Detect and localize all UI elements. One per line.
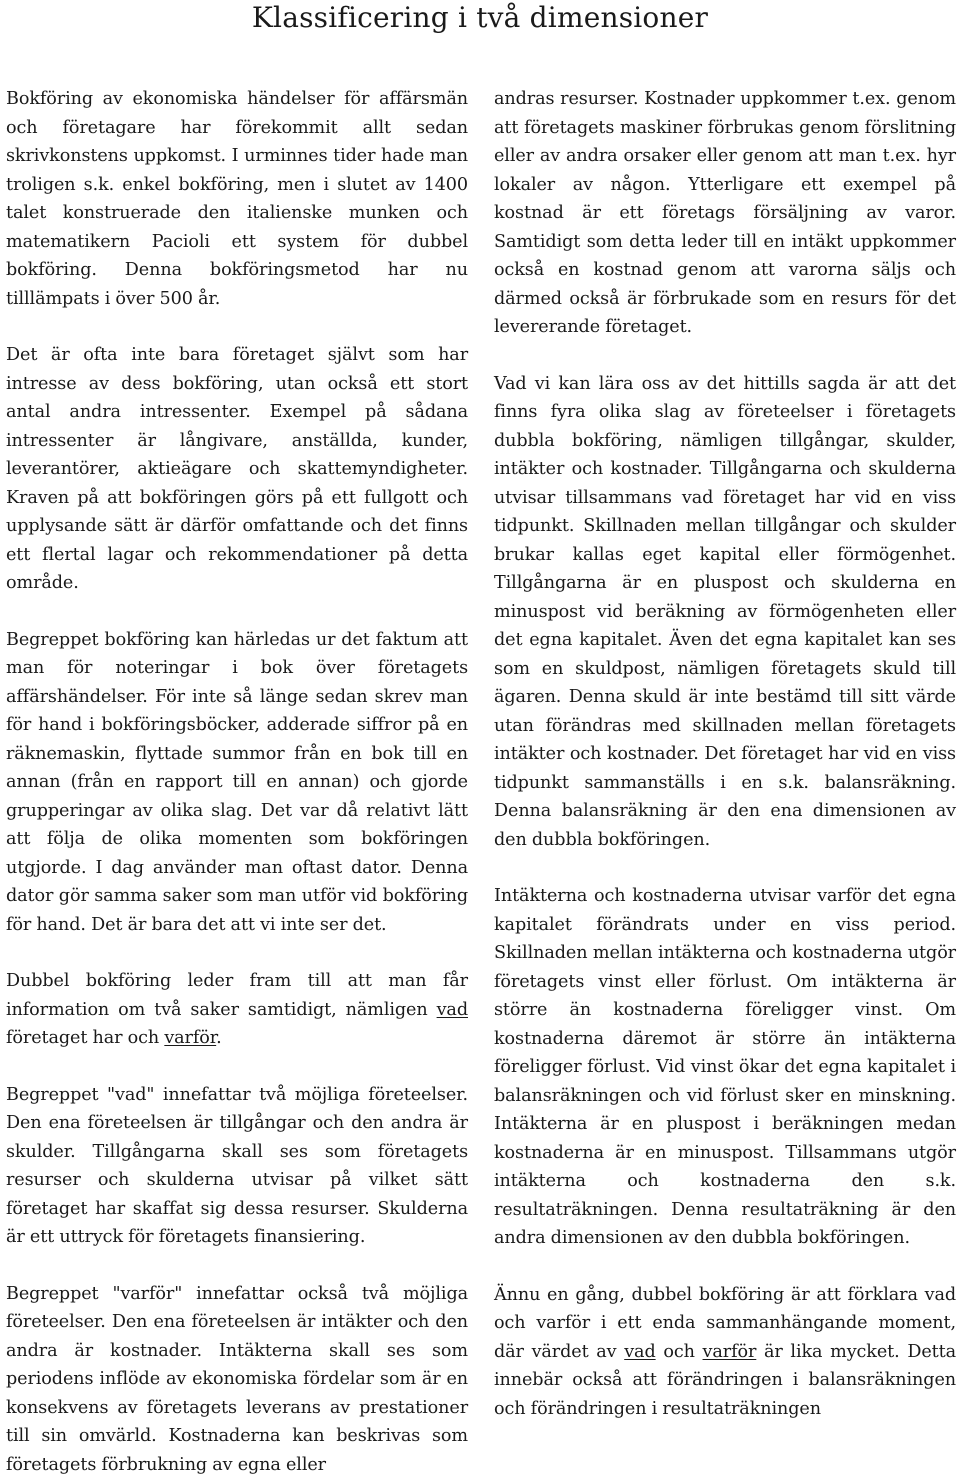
text-segment: .	[216, 1028, 222, 1048]
paragraph-costs: andras resurser. Kostnader uppkommer t.ex. genom att företagets maskiner förbrukas genom förslitning eller av andra orsaker eller genom att man t.ex. hyr lokaler av någon. Ytterligare ett exempel på kostnad är ett företags försäljning av varor. Samtidigt som detta leder till en intäkt uppkommer också en kostnad genom att varorna säljs och därmed också är förbrukade som en resurs för det levererande företaget.	[494, 85, 956, 342]
paragraph-bookkeeping-concept: Begreppet bokföring kan härledas ur det faktum att man för noteringar i bok över företagets affärshändelser. För inte så länge sedan skrev man för hand i bokföringsböcker, adderade siffror på en räknemaskin, flyttade summor från en bok till en annan (från en rapport till en annan) och gjorde grupperingar av olika slag. Det var då relativt lätt att följa de olika momenten som bokföringen utgjorde. I dag använder man oftast dator. Denna dator gör samma saker som man utför vid bokföring för hand. Det är bara det att vi inte ser det.	[6, 626, 468, 940]
text-segment: Ännu en gång, dubbel bokföring är att förklara vad och varför i ett enda sammanhängande moment, där värdet av	[494, 1285, 956, 1362]
left-column	[6, 85, 468, 1479]
paragraph-income-statement: Intäkterna och kostnaderna utvisar varför det egna kapitalet förändrats under en viss period. Skillnaden mellan intäkterna och kostnaderna utgör företagets vinst eller förlust. Om intäkterna är större än kostnaderna föreligger vinst. Om kostnaderna däremot är större än intäkterna föreligger förlust. Vid vinst ökar det egna kapitalet i balansräkningen och vid förlust sker en minskning. Intäkterna är en pluspost i beräkningen medan kostnaderna är en minuspost. Tillsammans utgör intäkterna och kostnaderna den s.k. resultaträkningen. Denna resultaträkning är den andra dimensionen av den dubbla bokföringen.	[494, 882, 956, 1253]
underlined-varfor: varför	[164, 1028, 216, 1048]
paragraph-stakeholders: Det är ofta inte bara företaget självt som har intresse av dess bokföring, utan också ett stort antal andra intressenter. Exempel på sådana intressenter är långivare, anställda, kunder, leverantörer, aktieägare och skattemyndigheter. Kraven på att bokföringen görs på ett fullgott och upplysande sätt är därför omfattande och det finns ett flertal lagar och rekommendationer på detta område.	[6, 341, 468, 598]
paragraph-vad-concept: Begreppet "vad" innefattar två möjliga företeelser. Den ena företeelsen är tillgångar och den andra är skulder. Tillgångarna skall ses som företagets resurser och skulderna utvisar på vilket sätt företaget har skaffat sig dessa resurser. Skulderna är ett uttryck för företagets finansiering.	[6, 1081, 468, 1252]
text-segment: Dubbel bokföring leder fram till att man får information om två saker samtidigt, nämligen	[6, 971, 468, 1020]
right-column	[494, 85, 956, 1423]
page-title: Klassificering i två dimensioner	[0, 0, 960, 36]
underlined-varfor: varför	[703, 1342, 757, 1362]
paragraph-history: Bokföring av ekonomiska händelser för affärsmän och företagare har förekommit allt sedan skrivkonstens uppkomst. I urminnes tider hade man troligen s.k. enkel bokföring, men i slutet av 1400 talet konstruerade den italienske munken och matematikern Pacioli ett system för dubbel bokföring. Denna bokföringsmetod har nu tilllämpats i över 500 år.	[6, 85, 468, 313]
underlined-vad: vad	[437, 1000, 468, 1020]
paragraph-summary	[494, 1281, 956, 1424]
paragraph-four-categories: Vad vi kan lära oss av det hittills sagda är att det finns fyra olika slag av företeelser i företagets dubbla bokföring, nämligen tillgångar, skulder, intäkter och kostnader. Tillgångarna och skulderna utvisar tillsammans vad företaget har vid en viss tidpunkt. Skillnaden mellan tillgångar och skulder brukar kallas eget kapital eller förmögenhet. Tillgångarna är en pluspost och skulderna en minuspost vid beräkning av förmögenheten eller det egna kapitalet. Även det egna kapitalet kan ses som en skuldpost, nämligen företagets skuld till ägaren. Denna skuld är inte bestämd till sitt värde utan förändras med skillnaden mellan företagets intäkter och kostnader. Det företaget har vid en viss tidpunkt sammanställs i en s.k. balansräkning. Denna balansräkning är den ena dimensionen av den dubbla bokföringen.	[494, 370, 956, 855]
text-segment: och	[656, 1342, 703, 1362]
paragraph-double-entry	[6, 967, 468, 1053]
text-segment: är lika mycket. Detta innebär också att förändringen i balansräkningen och förändringen i resultaträkningen	[494, 1342, 956, 1419]
paragraph-varfor-concept: Begreppet "varför" innefattar också två möjliga företeelser. Den ena företeelsen är intäkter och den andra är kostnader. Intäkterna skall ses som periodens inflöde av ekonomiska fördelar som är en konsekvens av företagets leverans av prestationer till sin omvärld. Kostnaderna kan beskrivas som företagets förbrukning av egna eller	[6, 1280, 468, 1479]
text-segment: företaget har och	[6, 1028, 164, 1048]
underlined-vad: vad	[624, 1342, 655, 1362]
